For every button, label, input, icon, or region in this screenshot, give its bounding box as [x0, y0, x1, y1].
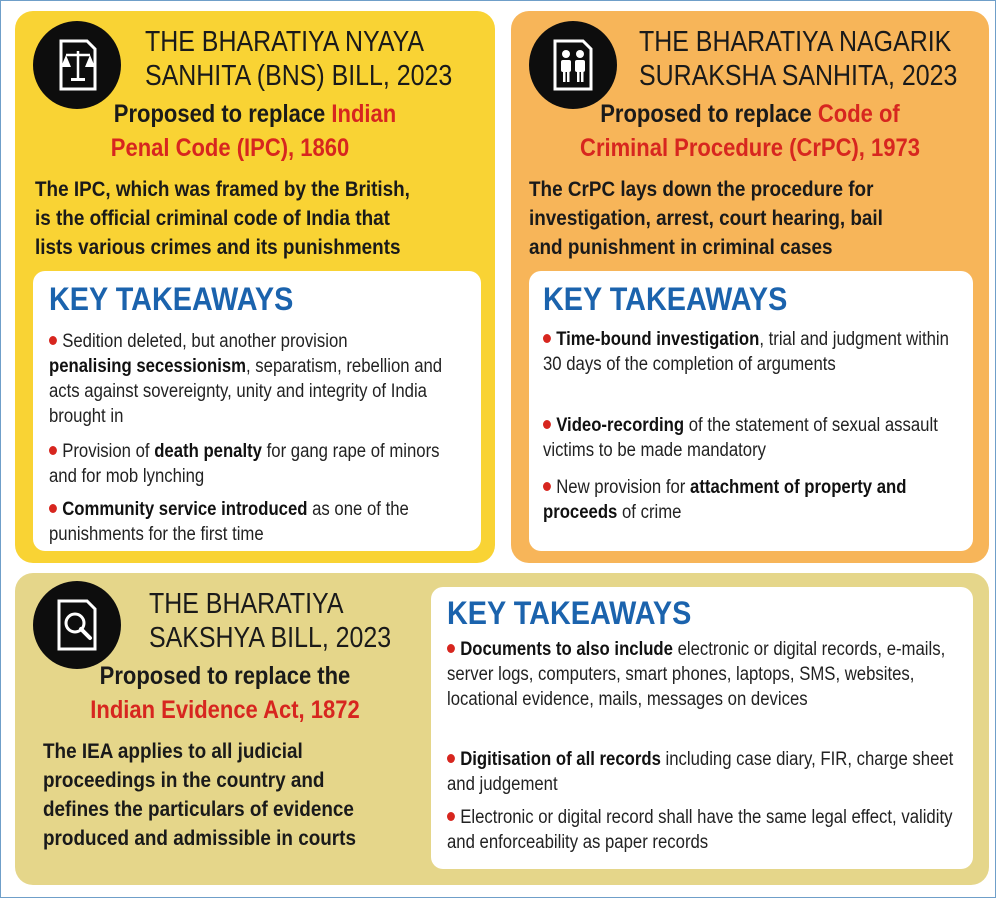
bnss-desc-line: investigation, arrest, court hearing, bail: [529, 207, 883, 230]
two-people-icon: [529, 21, 617, 109]
bullet-dot-icon: [543, 420, 551, 429]
bsb-desc-line: The IEA applies to all judicial: [43, 740, 303, 763]
bnss-key-takeaways-box: [529, 271, 973, 551]
bns-kt-heading: KEY TAKEAWAYS: [49, 281, 294, 317]
scales-of-justice-icon: [33, 21, 121, 109]
bns-replace-prefix: Proposed to replace: [113, 100, 326, 128]
bullet-dot-icon: [49, 446, 57, 455]
bullet-dot-icon: [49, 504, 57, 513]
magnifier-document-icon: [33, 581, 121, 669]
bns-bullet-text: for gang rape of minors and for mob lynching: [49, 441, 440, 487]
bns-key-takeaways-box: [33, 271, 481, 551]
bns-replace-red1: Indian: [331, 100, 397, 128]
bns-bullet-bold: penalising secessionism: [49, 356, 247, 377]
bns-card: [15, 11, 495, 563]
bsb-replace-line2: [58, 693, 392, 727]
bnss-bullet: [543, 475, 957, 525]
bullet-dot-icon: [49, 336, 57, 345]
bnss-replace-red2: Criminal Procedure (CrPC), 1973: [580, 134, 920, 162]
bsb-key-takeaways-box: [431, 587, 973, 869]
bns-bullet-text: , separatism, rebellion and acts against sovereignty, unity and integrity of India brought in: [49, 356, 443, 427]
bsb-replace-line1: Proposed to replace the: [99, 662, 351, 690]
bnss-bullet-bold: Time-bound investigation: [556, 329, 760, 350]
bns-replace-line1: [44, 97, 466, 131]
bsb-kt-heading: KEY TAKEAWAYS: [447, 595, 692, 631]
bns-desc-line: The IPC, which was framed by the British,: [35, 178, 410, 201]
bsb-desc-line: produced and admissible in courts: [43, 827, 356, 850]
bns-bullet-text: as one of the punishments for the first time: [49, 499, 409, 545]
bsb-bullet-text: electronic or digital records, e-mails, server logs, computers, smart phones, laptops, SMS, websites, locational evidence, mails, messages on devices: [447, 639, 946, 710]
bsb-replace-red: Indian Evidence Act, 1872: [90, 696, 360, 724]
bnss-card: [511, 11, 989, 563]
bnss-replace-line2: [540, 131, 961, 165]
bullet-dot-icon: [447, 644, 455, 653]
bsb-title-line2: SAKSHYA BILL, 2023: [149, 622, 392, 654]
bnss-bullet-text: of the statement of sexual assault victims to be made mandatory: [543, 415, 938, 461]
bnss-bullet-text: of crime: [617, 502, 682, 523]
bns-bullet-text: Sedition deleted, but another provision: [62, 331, 348, 352]
bnss-title-line2: SURAKSHA SANHITA, 2023: [639, 60, 958, 92]
bnss-replace-red1: Code of: [817, 100, 900, 128]
bnss-desc-line: The CrPC lays down the procedure for: [529, 178, 874, 201]
bns-bullet: [49, 439, 463, 489]
bns-replace-line2: [41, 131, 419, 165]
bnss-replace-prefix: Proposed to replace: [600, 100, 812, 128]
bsb-bullet-text: Electronic or digital record shall have the same legal effect, validity and enforceability as paper records: [447, 807, 953, 853]
bnss-kt-heading: KEY TAKEAWAYS: [543, 281, 788, 317]
bnss-bullet-bold: attachment of property and proceeds: [543, 477, 907, 523]
bns-bullet-text: Provision of: [62, 441, 155, 462]
bsb-card: [15, 573, 989, 885]
bsb-bullet-bold: Documents to also include: [460, 639, 673, 660]
bns-desc-line: lists various crimes and its punishments: [35, 236, 401, 259]
bnss-bullet: [543, 413, 957, 463]
bns-desc-line: is the official criminal code of India that: [35, 207, 390, 230]
bns-title-line1: THE BHARATIYA NYAYA: [145, 26, 425, 58]
bullet-dot-icon: [543, 482, 551, 491]
bnss-replace-line1: [540, 97, 961, 131]
bsb-bullet: [447, 747, 959, 797]
bns-replace-red2: Penal Code (IPC), 1860: [110, 134, 350, 162]
bullet-dot-icon: [447, 812, 455, 821]
bullet-dot-icon: [543, 334, 551, 343]
bsb-bullet-bold: Digitisation of all records: [460, 749, 661, 770]
bnss-title-line1: THE BHARATIYA NAGARIK: [639, 26, 952, 58]
bnss-bullet-text: New provision for: [556, 477, 691, 498]
bsb-bullet: [447, 637, 959, 712]
bsb-title-line1: THE BHARATIYA: [149, 588, 344, 620]
bsb-desc-line: proceedings in the country and: [43, 769, 325, 792]
bns-bullet: [49, 497, 463, 547]
bnss-bullet-bold: Video-recording: [556, 415, 685, 436]
bullet-dot-icon: [447, 754, 455, 763]
bnss-desc-line: and punishment in criminal cases: [529, 236, 833, 259]
bsb-desc-line: defines the particulars of evidence: [43, 798, 354, 821]
bns-title-line2: SANHITA (BNS) BILL, 2023: [145, 60, 453, 92]
bnss-bullet: [543, 327, 957, 377]
bsb-bullet: [447, 805, 959, 855]
bsb-bullet-text: including case diary, FIR, charge sheet and judgement: [447, 749, 954, 795]
bnss-bullet-text: , trial and judgment within 30 days of the completion of arguments: [543, 329, 949, 375]
bns-bullet: [49, 329, 463, 429]
bns-bullet-bold: Community service introduced: [62, 499, 308, 520]
bns-bullet-bold: death penalty: [154, 441, 262, 462]
